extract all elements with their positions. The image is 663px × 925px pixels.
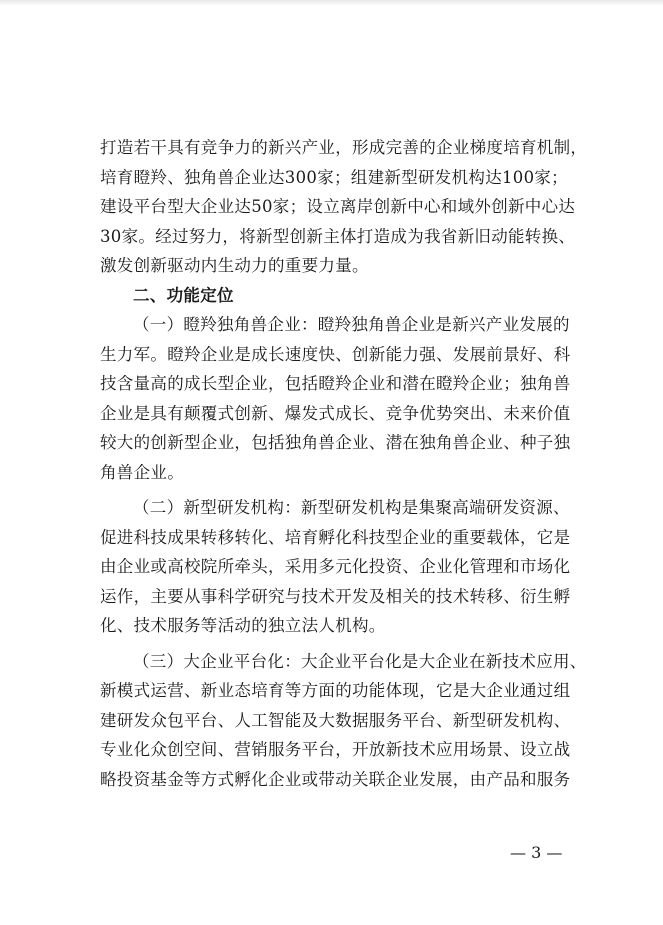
paragraph-line: 较大的创新型企业，包括独角兽企业、潜在独角兽企业、种子独 [100, 433, 571, 452]
body-line: 打造若干具有竞争力的新兴产业，形成完善的企业梯度培育机制， [100, 138, 588, 157]
body-line: 30家。经过努力，将新型创新主体打造成为我省新旧动能转换、 [100, 226, 576, 246]
paragraph-line: （一）瞪羚独角兽企业：瞪羚独角兽企业是新兴产业发展的 [133, 315, 570, 334]
paragraph-line: 由企业或高校院所牵头，采用多元化投资、企业化管理和市场化 [100, 557, 571, 576]
document-body [100, 133, 588, 794]
page-number: — 3 — [510, 843, 563, 862]
section-heading: 二、功能定位 [133, 285, 234, 305]
paragraph-line: 略投资基金等方式孵化企业或带动关联企业发展，由产品和服务 [100, 769, 571, 789]
body-line: 激发创新驱动内生动力的重要力量。 [100, 256, 369, 275]
paragraph-line: 建研发众包平台、人工智能及大数据服务平台、新型研发机构、 [100, 710, 571, 730]
paragraph-line: 角兽企业。 [100, 462, 184, 482]
paragraph-line: 促进科技成果转移转化、培育孵化科技型企业的重要载体，它是 [100, 527, 571, 547]
paragraph-line: 新模式运营、新业态培育等方面的功能体现，它是大企业通过组 [100, 681, 571, 700]
paragraph-line: 化、技术服务等活动的独立法人机构。 [100, 616, 386, 635]
body-line: 培育瞪羚、独角兽企业达300家；组建新型研发机构达100家； [100, 167, 568, 187]
paragraph-line: 专业化众创空间、营销服务平台，开放新技术应用场景、设立战 [100, 740, 571, 759]
body-line: 建设平台型大企业达50家；设立离岸创新中心和域外创新中心达 [100, 197, 576, 216]
scan-edge [0, 0, 663, 6]
paragraph-line: （三）大企业平台化：大企业平台化是大企业在新技术应用、 [133, 651, 587, 671]
paragraph-line: 企业是具有颠覆式创新、爆发式成长、竞争优势突出、未来价值 [100, 403, 571, 423]
paragraph-line: 技含量高的成长型企业，包括瞪羚企业和潜在瞪羚企业；独角兽 [100, 374, 571, 393]
paragraph-line: （二）新型研发机构：新型研发机构是集聚高端研发资源、 [133, 498, 570, 517]
paragraph-line: 运作，主要从事科学研究与技术开发及相关的技术转移、衍生孵 [100, 586, 571, 606]
paragraph-line: 生力军。瞪羚企业是成长速度快、创新能力强、发展前景好、科 [100, 344, 571, 364]
